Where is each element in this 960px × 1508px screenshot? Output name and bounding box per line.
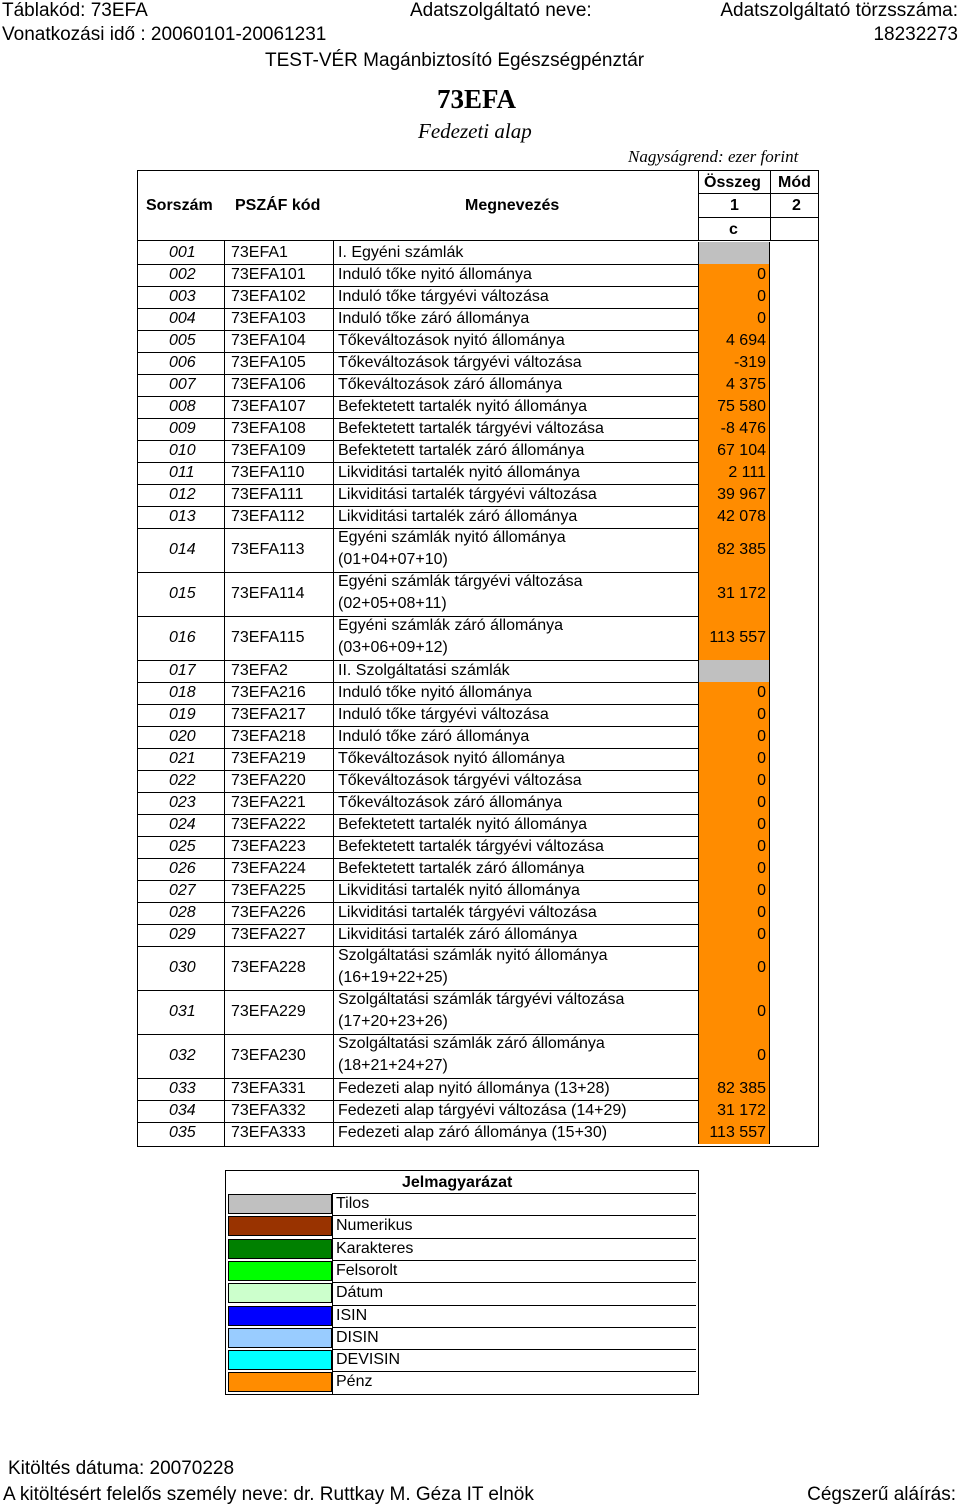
row-pszaf-code: 73EFA228 <box>231 959 306 976</box>
row-number: 013 <box>169 508 196 525</box>
row-number: 006 <box>169 354 196 371</box>
row-number: 007 <box>169 376 196 393</box>
signature-label: Cégszerű aláírás: <box>807 1484 956 1505</box>
row-name: Befektetett tartalék nyitó állománya <box>338 398 588 415</box>
table-row <box>138 462 818 484</box>
row-name: I. Egyéni számlák <box>338 244 464 261</box>
row-pszaf-code: 73EFA218 <box>231 728 306 745</box>
amount-value: 2 111 <box>728 464 766 481</box>
row-name: Befektetett tartalék tárgyévi változása <box>338 838 604 855</box>
row-name: Likviditási tartalék nyitó állománya <box>338 882 580 899</box>
row-name: Induló tőke záró állománya <box>338 310 530 327</box>
row-number: 014 <box>169 541 196 558</box>
responsible-person: A kitöltésért felelős személy neve: dr. Ruttkay M. Géza IT elnök <box>3 1484 534 1505</box>
table-row <box>138 704 818 726</box>
row-pszaf-code: 73EFA1 <box>231 244 288 261</box>
amount-value: 0 <box>757 706 766 723</box>
amount-cell <box>698 572 770 616</box>
row-name: Egyéni számlák tárgyévi változása <box>338 573 583 590</box>
amount-value: 31 172 <box>717 585 766 602</box>
amount-value: 0 <box>757 959 766 976</box>
amount-cell <box>698 1122 770 1144</box>
row-name: Egyéni számlák záró állománya <box>338 617 563 634</box>
legend-swatch <box>228 1306 332 1326</box>
row-number: 008 <box>169 398 196 415</box>
amount-cell <box>698 748 770 770</box>
legend-swatch <box>228 1283 332 1303</box>
table-row <box>138 528 818 572</box>
row-pszaf-code: 73EFA115 <box>231 629 305 646</box>
table-row <box>138 1100 818 1122</box>
row-pszaf-code: 73EFA106 <box>231 376 306 393</box>
row-pszaf-code: 73EFA217 <box>231 706 306 723</box>
amount-cell <box>698 308 770 330</box>
table-row <box>138 616 818 660</box>
amount-cell <box>698 814 770 836</box>
table-row <box>138 924 818 946</box>
legend-item <box>226 1327 698 1349</box>
amount-value: 0 <box>757 728 766 745</box>
amount-value: 0 <box>757 750 766 767</box>
table-row <box>138 1078 818 1100</box>
amount-value: 113 557 <box>709 1124 766 1141</box>
row-pszaf-code: 73EFA101 <box>231 266 306 283</box>
row-number: 009 <box>169 420 196 437</box>
provider-name: TEST-VÉR Magánbiztosító Egészségpénztár <box>265 50 645 71</box>
col-number-2: 2 <box>792 197 801 214</box>
amount-value: -8 476 <box>720 420 766 437</box>
amount-value: 82 385 <box>717 541 766 558</box>
row-pszaf-code: 73EFA221 <box>231 794 306 811</box>
legend-label: Felsorolt <box>336 1261 398 1279</box>
amount-cell <box>698 484 770 506</box>
amount-cell <box>698 1034 770 1078</box>
row-name: Tőkeváltozások nyitó állománya <box>338 750 565 767</box>
amount-value: 0 <box>757 816 766 833</box>
amount-cell <box>698 726 770 748</box>
row-number: 023 <box>169 794 196 811</box>
amount-value: 113 557 <box>709 629 766 646</box>
table-row <box>138 308 818 330</box>
row-number: 027 <box>169 882 196 899</box>
row-pszaf-code: 73EFA108 <box>231 420 306 437</box>
row-name: Fedezeti alap záró állománya (15+30) <box>338 1124 608 1141</box>
row-pszaf-code: 73EFA103 <box>231 310 306 327</box>
table-row <box>138 1122 818 1144</box>
legend-swatch <box>228 1372 332 1392</box>
row-pszaf-code: 73EFA229 <box>231 1003 306 1020</box>
table-row <box>138 682 818 704</box>
row-pszaf-code: 73EFA111 <box>231 486 304 503</box>
table-row <box>138 352 818 374</box>
row-pszaf-code: 73EFA227 <box>231 926 306 943</box>
row-number: 034 <box>169 1102 196 1119</box>
legend <box>225 1170 699 1395</box>
row-name: Tőkeváltozások záró állománya <box>338 794 563 811</box>
amount-value: -319 <box>733 354 766 371</box>
legend-item <box>226 1282 698 1304</box>
table-row <box>138 242 818 264</box>
table-row <box>138 726 818 748</box>
legend-label: Numerikus <box>336 1217 413 1235</box>
amount-cell <box>698 374 770 396</box>
row-number: 024 <box>169 816 196 833</box>
row-name: Likviditási tartalék záró állománya <box>338 926 578 943</box>
table-row <box>138 660 818 682</box>
table-row <box>138 858 818 880</box>
amount-cell-disabled <box>698 660 770 682</box>
table-row <box>138 880 818 902</box>
legend-item <box>226 1349 698 1371</box>
row-pszaf-code: 73EFA216 <box>231 684 306 701</box>
amount-value: 39 967 <box>717 486 766 503</box>
row-name: Likviditási tartalék nyitó állománya <box>338 464 580 481</box>
row-pszaf-code: 73EFA332 <box>231 1102 306 1119</box>
legend-swatch <box>228 1350 332 1370</box>
row-number: 030 <box>169 959 196 976</box>
data-table <box>137 170 819 1147</box>
table-row <box>138 792 818 814</box>
amount-cell <box>698 946 770 990</box>
row-name-formula: (18+21+24+27) <box>338 1057 448 1074</box>
row-pszaf-code: 73EFA109 <box>231 442 306 459</box>
row-name: Fedezeti alap tárgyévi változása (14+29) <box>338 1102 627 1119</box>
legend-item <box>226 1371 698 1393</box>
row-pszaf-code: 73EFA114 <box>231 585 305 602</box>
col-header-megnevezes: Megnevezés <box>465 197 560 214</box>
legend-swatch <box>228 1328 332 1348</box>
row-name: Induló tőke záró állománya <box>338 728 530 745</box>
table-row <box>138 836 818 858</box>
legend-label: Pénz <box>336 1373 373 1391</box>
row-number: 015 <box>169 585 196 602</box>
table-row <box>138 572 818 616</box>
provider-reg-number: 18232273 <box>873 24 958 45</box>
col-letter-c: c <box>729 221 738 238</box>
amount-value: 0 <box>757 266 766 283</box>
amount-cell <box>698 880 770 902</box>
amount-value: 0 <box>757 684 766 701</box>
legend-label: Karakteres <box>336 1239 414 1257</box>
row-name-formula: (01+04+07+10) <box>338 551 448 568</box>
amount-value: 0 <box>757 882 766 899</box>
row-number: 003 <box>169 288 196 305</box>
amount-value: 0 <box>757 926 766 943</box>
amount-cell <box>698 396 770 418</box>
row-pszaf-code: 73EFA333 <box>231 1124 306 1141</box>
legend-label: DEVISIN <box>336 1351 401 1369</box>
row-number: 033 <box>169 1080 196 1097</box>
row-pszaf-code: 73EFA225 <box>231 882 306 899</box>
row-number: 032 <box>169 1047 196 1064</box>
legend-swatch <box>228 1239 332 1259</box>
amount-value: 4 375 <box>725 376 766 393</box>
row-pszaf-code: 73EFA104 <box>231 332 306 349</box>
amount-cell <box>698 506 770 528</box>
table-code: Táblakód: 73EFA <box>2 0 148 21</box>
table-row <box>138 396 818 418</box>
provider-name-label: Adatszolgáltató neve: <box>410 0 592 21</box>
reference-period: Vonatkozási idő : 20060101-20061231 <box>2 24 327 45</box>
legend-swatch <box>228 1216 332 1236</box>
row-number: 022 <box>169 772 196 789</box>
legend-item <box>226 1238 698 1260</box>
col-header-sorszam: Sorszám <box>146 197 213 214</box>
table-row <box>138 506 818 528</box>
amount-cell-disabled <box>698 242 770 264</box>
legend-swatch <box>228 1194 332 1214</box>
row-number: 031 <box>169 1003 196 1020</box>
row-pszaf-code: 73EFA222 <box>231 816 306 833</box>
legend-label: DISIN <box>336 1328 379 1346</box>
legend-item <box>226 1260 698 1282</box>
table-row <box>138 1034 818 1078</box>
col-header-osszeg: Összeg <box>704 174 761 191</box>
amount-cell <box>698 836 770 858</box>
row-name: Egyéni számlák nyitó állománya <box>338 529 566 546</box>
row-name: Tőkeváltozások tárgyévi változása <box>338 772 582 789</box>
amount-value: 0 <box>757 310 766 327</box>
amount-cell <box>698 792 770 814</box>
amount-value: 0 <box>757 772 766 789</box>
row-number: 020 <box>169 728 196 745</box>
amount-cell <box>698 418 770 440</box>
amount-cell <box>698 352 770 374</box>
legend-item <box>226 1215 698 1237</box>
amount-cell <box>698 616 770 660</box>
table-row <box>138 440 818 462</box>
row-number: 004 <box>169 310 196 327</box>
legend-label: Tilos <box>336 1195 370 1212</box>
amount-cell <box>698 286 770 308</box>
amount-cell <box>698 1100 770 1122</box>
legend-label: ISIN <box>336 1306 368 1324</box>
row-name: Fedezeti alap nyitó állománya (13+28) <box>338 1080 610 1097</box>
row-pszaf-code: 73EFA224 <box>231 860 306 877</box>
row-name: Tőkeváltozások tárgyévi változása <box>338 354 582 371</box>
amount-value: 0 <box>757 288 766 305</box>
amount-cell <box>698 682 770 704</box>
row-number: 029 <box>169 926 196 943</box>
table-row <box>138 814 818 836</box>
row-number: 019 <box>169 706 196 723</box>
row-pszaf-code: 73EFA223 <box>231 838 306 855</box>
row-name: Tőkeváltozások záró állománya <box>338 376 563 393</box>
row-name: Likviditási tartalék tárgyévi változása <box>338 486 597 503</box>
row-pszaf-code: 73EFA102 <box>231 288 306 305</box>
row-pszaf-code: 73EFA219 <box>231 750 306 767</box>
table-row <box>138 770 818 792</box>
amount-cell <box>698 528 770 572</box>
row-number: 025 <box>169 838 196 855</box>
row-name: Induló tőke nyitó állománya <box>338 266 532 283</box>
row-number: 012 <box>169 486 196 503</box>
provider-reg-label: Adatszolgáltató törzsszáma: <box>720 0 958 21</box>
row-pszaf-code: 73EFA331 <box>231 1080 306 1097</box>
amount-value: 42 078 <box>717 508 766 525</box>
legend-title: Jelmagyarázat <box>402 1174 513 1191</box>
row-number: 028 <box>169 904 196 921</box>
row-name: Befektetett tartalék záró állománya <box>338 860 585 877</box>
legend-item <box>226 1193 698 1215</box>
table-row <box>138 418 818 440</box>
row-name-formula: (03+06+09+12) <box>338 639 448 656</box>
amount-cell <box>698 990 770 1034</box>
table-row <box>138 286 818 308</box>
amount-value: 0 <box>757 838 766 855</box>
amount-value: 67 104 <box>717 442 766 459</box>
amount-value: 82 385 <box>717 1080 766 1097</box>
row-name: Induló tőke tárgyévi változása <box>338 288 549 305</box>
row-number: 026 <box>169 860 196 877</box>
table-row <box>138 264 818 286</box>
row-name: Befektetett tartalék tárgyévi változása <box>338 420 604 437</box>
row-name: Befektetett tartalék záró állománya <box>338 442 585 459</box>
row-name: Induló tőke tárgyévi változása <box>338 706 549 723</box>
amount-value: 0 <box>757 1003 766 1020</box>
table-row <box>138 330 818 352</box>
unit-note: Nagyságrend: ezer forint <box>628 147 799 166</box>
table-row <box>138 748 818 770</box>
row-number: 005 <box>169 332 196 349</box>
row-name: Befektetett tartalék nyitó állománya <box>338 816 588 833</box>
amount-cell <box>698 330 770 352</box>
row-name: Tőkeváltozások nyitó állománya <box>338 332 565 349</box>
amount-cell <box>698 264 770 286</box>
amount-cell <box>698 924 770 946</box>
row-pszaf-code: 73EFA105 <box>231 354 306 371</box>
row-number: 021 <box>169 750 196 767</box>
row-number: 011 <box>169 464 195 481</box>
amount-value: 0 <box>757 1047 766 1064</box>
row-number: 017 <box>169 662 196 679</box>
row-number: 010 <box>169 442 196 459</box>
amount-value: 4 694 <box>725 332 766 349</box>
row-name: Likviditási tartalék tárgyévi változása <box>338 904 597 921</box>
table-row <box>138 946 818 990</box>
row-name: Szolgáltatási számlák záró állománya <box>338 1035 605 1052</box>
amount-value: 0 <box>757 904 766 921</box>
legend-swatch <box>228 1261 332 1281</box>
row-pszaf-code: 73EFA230 <box>231 1047 306 1064</box>
page-title: 73EFA <box>437 84 516 114</box>
col-header-pszaf: PSZÁF kód <box>235 197 321 214</box>
amount-cell <box>698 1078 770 1100</box>
page-subtitle: Fedezeti alap <box>418 119 532 143</box>
row-name: Likviditási tartalék záró állománya <box>338 508 578 525</box>
row-name: Induló tőke nyitó állománya <box>338 684 532 701</box>
fill-date: Kitöltés dátuma: 20070228 <box>8 1458 235 1479</box>
table-row <box>138 374 818 396</box>
row-pszaf-code: 73EFA220 <box>231 772 306 789</box>
col-number-1: 1 <box>730 197 739 214</box>
legend-label: Dátum <box>336 1284 384 1302</box>
row-name-formula: (17+20+23+26) <box>338 1013 448 1030</box>
col-header-mod: Mód <box>778 174 811 191</box>
row-pszaf-code: 73EFA2 <box>231 662 288 679</box>
row-pszaf-code: 73EFA113 <box>231 541 305 558</box>
legend-item <box>226 1305 698 1327</box>
amount-value: 0 <box>757 794 766 811</box>
amount-cell <box>698 902 770 924</box>
row-name: Szolgáltatási számlák nyitó állománya <box>338 947 608 964</box>
row-number: 016 <box>169 629 196 646</box>
row-number: 002 <box>169 266 196 283</box>
row-name: Szolgáltatási számlák tárgyévi változása <box>338 991 625 1008</box>
row-pszaf-code: 73EFA110 <box>231 464 305 481</box>
row-pszaf-code: 73EFA107 <box>231 398 306 415</box>
row-number: 018 <box>169 684 196 701</box>
row-number: 001 <box>169 244 196 261</box>
amount-value: 0 <box>757 860 766 877</box>
row-number: 035 <box>169 1124 196 1141</box>
row-name: II. Szolgáltatási számlák <box>338 662 510 679</box>
row-name-formula: (16+19+22+25) <box>338 969 448 986</box>
amount-cell <box>698 440 770 462</box>
table-row <box>138 902 818 924</box>
row-name-formula: (02+05+08+11) <box>338 595 447 612</box>
row-pszaf-code: 73EFA112 <box>231 508 305 525</box>
row-pszaf-code: 73EFA226 <box>231 904 306 921</box>
amount-cell <box>698 462 770 484</box>
table-row <box>138 990 818 1034</box>
amount-value: 31 172 <box>717 1102 766 1119</box>
amount-cell <box>698 770 770 792</box>
amount-cell <box>698 858 770 880</box>
amount-value: 75 580 <box>717 398 766 415</box>
amount-cell <box>698 704 770 726</box>
table-row <box>138 484 818 506</box>
